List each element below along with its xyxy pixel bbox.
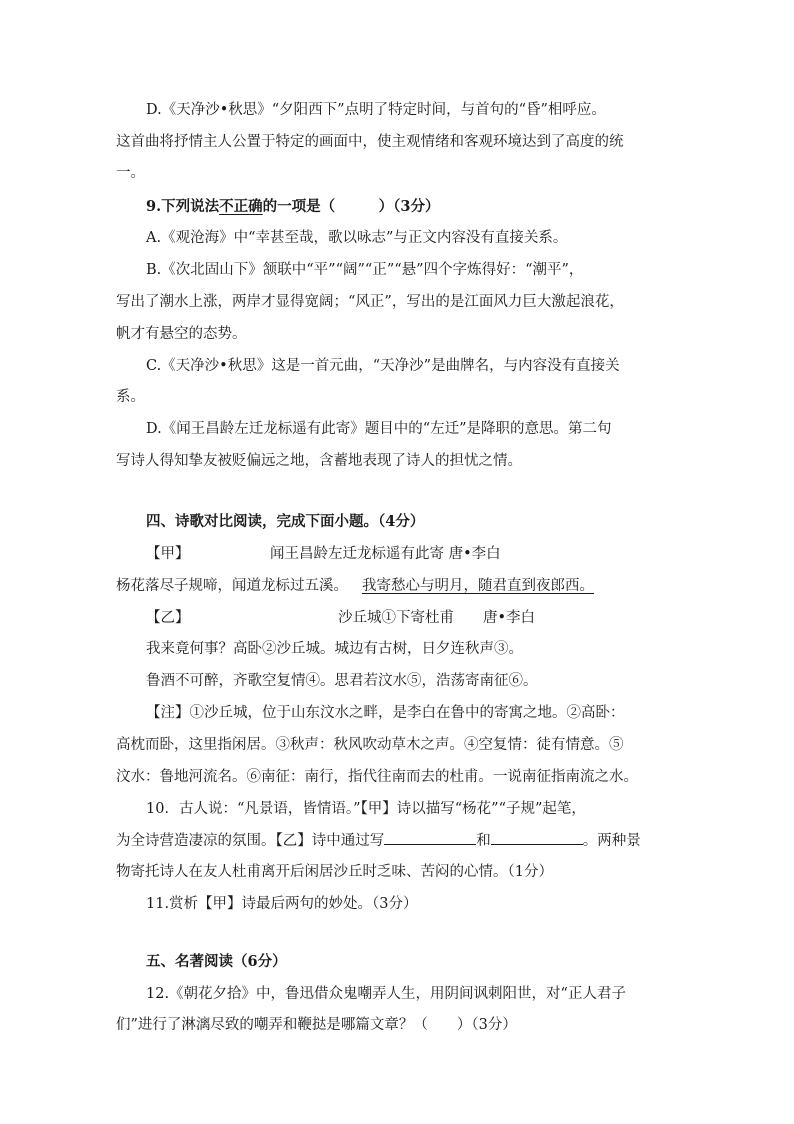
q9-option-b-line-1: B.《次北固山下》颔联中“平”“阔”“正”“悬”四个字炼得好：“潮平”， [146, 262, 584, 278]
q10-line-1: 10．古人说：“凡景语，皆情语。”【甲】诗以描写“杨花”“子规”起笔， [146, 801, 586, 817]
q10-line-2-text-c: 。两种景 [582, 833, 641, 849]
q9-option-d-line-2: 写诗人得知挚友被贬偏远之地，含蓄地表现了诗人的担忧之情。 [116, 453, 522, 469]
q9-option-d-line-1: D.《闻王昌龄左迁龙标遥有此寄》题目中的“左迁”是降职的意思。第二句 [146, 421, 612, 437]
poem-jia-tag: 【甲】 [146, 546, 190, 562]
q11-text: 11.赏析【甲】诗最后两句的妙处。（3分） [146, 896, 418, 912]
q12-line-2: 们”进行了淋漓尽致的嘲弄和鞭挞是哪篇文章？（ ）（3分） [116, 1017, 517, 1033]
note-line-1: 【注】①沙丘城，位于山东汶水之畔，是李白在鲁中的寄寓之地。②高卧： [146, 705, 625, 721]
poem-yi-line-1: 我来竟何事？高卧②沙丘城。城边有古树，日夕连秋声③。 [146, 641, 523, 657]
section5-heading: 五、名著阅读（6分） [146, 953, 287, 970]
q10-line-3: 物寄托诗人在友人杜甫离开后闲居沙丘时乏味、苦闷的心情。（1分） [116, 864, 553, 880]
q9-option-b-line-3: 帆才有悬空的态势。 [116, 326, 247, 342]
q10-line-2 [116, 830, 641, 852]
q9-option-c-line-2: 系。 [116, 389, 145, 405]
q10-answer-blank-1[interactable] [384, 830, 476, 845]
q9-option-c-line-1: C.《天净沙•秋思》这是一首元曲，“天净沙”是曲牌名，与内容没有直接关 [146, 358, 620, 374]
q8-option-d-line-2: 这首曲将抒情主人公置于特定的画面中，使主观情绪和客观环境达到了高度的统 [116, 134, 624, 150]
q8-option-d-line-1: D.《天净沙•秋思》“夕阳西下”点明了特定时间，与首句的“昏”相呼应。 [146, 102, 606, 118]
q10-line-2-text-b: 和 [476, 833, 491, 849]
poem-yi-title: 沙丘城①下寄杜甫 唐•李白 [338, 610, 536, 626]
q12-line-1: 12.《朝花夕拾》中，鲁迅借众鬼嘲弄人生，用阴间讽刺阳世，对“正人君子 [146, 986, 626, 1002]
poem-yi-tag: 【乙】 [146, 610, 190, 626]
q9-stem-emphasis: 不正确 [219, 198, 263, 215]
poem-jia-line-1: 杨花落尽子规啼，闻道龙标过五溪。 [116, 578, 348, 594]
q10-answer-blank-2[interactable] [491, 830, 583, 845]
q10-line-2-text-a: 为全诗营造凄凉的氛围。【乙】诗中通过写 [116, 833, 385, 849]
q9-option-b-line-2: 写出了潮水上涨，两岸才显得宽阔；“风正”，写出的是江面风力巨大激起浪花， [116, 294, 624, 310]
poem-yi-line-2: 鲁酒不可醉，齐歌空复情④。思君若汶水⑤，浩荡寄南征⑥。 [146, 673, 538, 689]
poem-jia-title: 闻王昌龄左迁龙标遥有此寄 唐•李白 [270, 546, 501, 562]
section4-heading: 四、诗歌对比阅读，完成下面小题。（4分） [146, 513, 425, 530]
q8-option-d-line-3: 一。 [116, 165, 145, 181]
q9-stem-prefix: 9.下列说法 [146, 198, 220, 215]
poem-jia-body [116, 575, 594, 597]
note-line-2: 高枕而卧，这里指闲居。③秋声：秋风吹动草木之声。④空复情：徒有情意。⑤ [116, 737, 624, 753]
q9-stem-suffix: 的一项是（ ）（3分） [262, 198, 440, 215]
poem-jia-line-2-underlined: 我寄愁心与明月，随君直到夜郎西。 [362, 578, 594, 594]
q9-stem [146, 196, 439, 218]
note-line-3: 汶水：鲁地河流名。⑥南征：南行，指代往南而去的杜甫。一说南征指南流之水。 [116, 769, 638, 785]
q9-option-a: A.《观沧海》中“幸甚至哉，歌以咏志”与正文内容没有直接关系。 [146, 230, 568, 246]
